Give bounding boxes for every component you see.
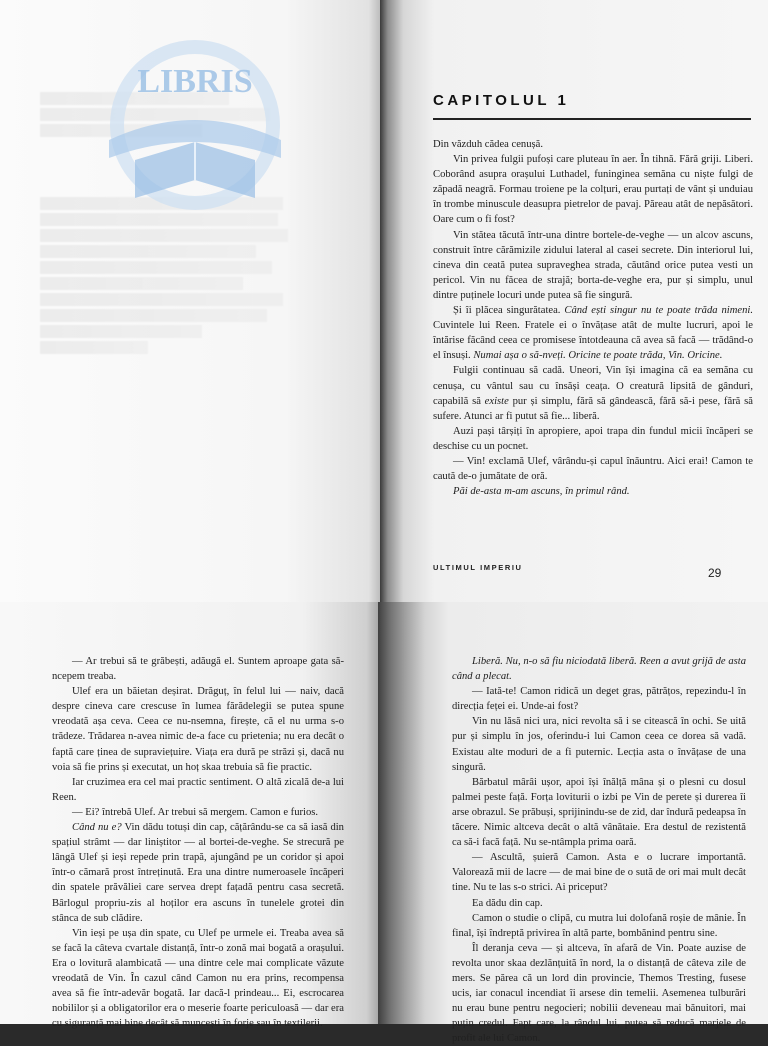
paragraph bbox=[52, 820, 344, 926]
paragraph bbox=[452, 684, 746, 714]
paragraph bbox=[52, 805, 344, 820]
text-run: Vin dădu totuși din cap, cățărându-se ca să iasă din spațiul strâmt — dar liniștitor — al bortei-de-veghe. Se strecură pe lângă Ulef și ieși repede prin trapă, ajungând pe un coridor și apoi într-o cămară prost întreținută. Era una dintre numeroasele încăperi din spatele prăvăliei care servea drept fațadă pentru casa secretă. Bârlogul propriu-zis al hoților era ascuns în tunelele grotei din stânca de sub clădire. bbox=[52, 822, 344, 924]
paragraph bbox=[452, 896, 746, 911]
body-text-left bbox=[52, 654, 344, 1031]
paragraph bbox=[452, 850, 746, 895]
text-run: Vin ieși pe ușa din spate, cu Ulef pe urmele ei. Treaba avea să se facă la câteva cvartale distanță, într-o zonă mai bogată a orașului. Era o lovitură alambicată — una dintre cele mai complicate văzute vreodată de Vin. În cazul când Camon nu era prins, recompensa avea să fie într-adevăr bogată. Iar dacă-l prindeau... Ei, escrocarea nobililor și a obligatorilor era o meserie foarte periculoasă — dar era cu siguranță mai bine decât să muncești în forje sau în textilerii. bbox=[52, 927, 344, 1030]
text-run: Camon o studie o clipă, cu mutra lui dolofană roșie de mânie. În final, își îndreptă privirea în altă parte, bombănind pentru sine. bbox=[452, 912, 746, 939]
body-text-right bbox=[452, 654, 746, 1046]
paragraph bbox=[452, 654, 746, 684]
paragraph bbox=[433, 454, 753, 484]
paragraph bbox=[52, 926, 344, 1032]
text-run: — Ascultă, șuieră Camon. Asta e o lucrare importantă. Valorează mii de lacre — de mai bine de o sută de ori mai mult decât tine. Nu te las s-o strici. Ai priceput? bbox=[452, 852, 746, 894]
italic-run: Când ești singur nu te poate trăda nimeni. bbox=[564, 305, 753, 317]
page-number: 29 bbox=[708, 566, 722, 580]
paragraph bbox=[452, 911, 746, 941]
text-run: Fulgii continuau să cadă. Uneori, Vin își imagina că ea semăna cu cenușa, cu vântul sau cu însăși ceața. O creatură lipsită de gânduri, capabilă să bbox=[433, 365, 753, 407]
italic-run: Când nu e? bbox=[72, 822, 122, 834]
italic-run: existe bbox=[484, 395, 509, 407]
text-run: Și îi plăcea singurătatea. bbox=[453, 305, 565, 317]
italic-run: Liberă. Nu, n-o să fiu niciodată liberă. Reen a avut grijă de asta când a plecat. bbox=[452, 656, 746, 683]
paragraph bbox=[433, 137, 753, 152]
paragraph bbox=[452, 941, 746, 1046]
chapter-title: CAPITOLUL 1 bbox=[433, 92, 570, 109]
italic-run: Păi de-asta m-am ascuns, în primul rând. bbox=[453, 486, 630, 498]
paragraph bbox=[433, 363, 753, 423]
paragraph bbox=[433, 228, 753, 303]
text-run: Îl deranja ceva — și altceva, în afară de Vin. Poate auzise de revolta unor skaa dezlănțuită în nord, la o distanță de câteva zile de mers. Se părea că un lord din provincie, Themos Tresting, fusese ucis, iar conacul incendiat îi arsese din temelii. Asemenea tulburări nu erau bune pentru negocieri; nobilii deveneau mai bănuitori, mai puțin credul. Fapt care, la rândul lui, putea să reducă marjele de profit ale lui Camon. bbox=[452, 942, 746, 1045]
italic-run: Numai așa o să-nveți. Oricine te poate trăda, Vin. Oricine. bbox=[473, 350, 723, 362]
page-top-left bbox=[0, 0, 380, 602]
paragraph bbox=[452, 714, 746, 774]
paragraph bbox=[433, 484, 753, 499]
paragraph bbox=[52, 684, 344, 775]
text-run: Vin nu lăsă nici ura, nici revolta să i se citească în ochi. Se uită pur și simplu în jos, oferindu-i lui Camon ceea ce dorea să vadă. Existau alte moduri de a fi puternic. Lecția asta o învățase de una singură. bbox=[452, 716, 746, 773]
text-run: Auzi pași târșiți în apropiere, apoi trapa din fundul micii încăperi se deschise cu un pocnet. bbox=[433, 425, 753, 452]
text-run: Ulef era un băietan deșirat. Drăguț, în felul lui — naiv, dacă despre cineva care crescuse în lumea fărădelegii se putea spune vreodată așa ceva. Ceea ce nu-nsemna, firește, că el nu urma s-o trădeze. Trădarea n-avea nimic de-a face cu prietenia; nu era decât o faptă care ținea de supraviețuire. Viața era dură pe străzi și, dacă nu voia să fie prins și executat, un hoț skaa trebuia să fie practic. bbox=[52, 686, 344, 773]
paragraph bbox=[433, 303, 753, 363]
text-run: — Iată-te! Camon ridică un deget gras, pătrățos, repezindu-l în direcția feței ei. Unde-ai fost? bbox=[452, 686, 746, 713]
paragraph bbox=[433, 152, 753, 227]
chapter-rule bbox=[433, 118, 751, 120]
text-run: Din văzduh cădea cenușă. bbox=[433, 139, 544, 150]
paragraph bbox=[52, 654, 344, 684]
text-run: — Ar trebui să te grăbești, adăugă el. Suntem aproape gata să-ncepem treaba. bbox=[52, 656, 344, 683]
text-run: — Ei? întrebă Ulef. Ar trebui să mergem. Camon e furios. bbox=[72, 806, 319, 818]
text-run: Bărbatul mârâi ușor, apoi își înălță mâna și o plesni cu dosul palmei peste față. Forța loviturii o izbi pe Vin de perete și durerea îi arse obrazul. Se prăbuși, sprijinindu-se de zid, dar îndură pedeapsa în tăcere. Nimic altceva decât o altă vânătaie. Era destul de rezistentă ca să-i facă față. Nu se-ntâmpla prima oară. bbox=[452, 776, 746, 849]
running-head: ULTIMUL IMPERIU bbox=[433, 563, 523, 572]
paragraph bbox=[52, 775, 344, 805]
text-run: Cuvintele lui Reen. Fratele ei o învățase atât de multe lucruri, apoi le întărise făcând ceea ce promisese întotdeauna că avea să facă — trădând-o el însuși. bbox=[433, 320, 753, 362]
text-run: Ea dădu din cap. bbox=[472, 897, 543, 909]
text-run: Vin stătea tăcută într-una dintre bortele-de-veghe — un alcov ascuns, construit între cărămizile zidului lateral al casei secrete. Din interiorul lui, cineva din ceată putea supraveghea strada, căutând orice putea vesti un pericol. Vin nu făcea de strajă; borta-de-veghe era, pur și simplu, unul dintre puținele locuri unde putea să fie singură. bbox=[433, 229, 753, 301]
chapter-body-text bbox=[433, 137, 753, 499]
text-run: Iar cruzimea era cel mai practic sentiment. O altă zicală de-a lui Reen. bbox=[52, 776, 344, 803]
text-run: Vin privea fulgii pufoși care pluteau în aer. În tihnă. Fără griji. Liberi. Coborând asupra orașului Luthadel, funinginea semăna cu niște fulgi de zăpadă neagră. Formau troiene pe la colțuri, erau purtați de vânt și unduiau în trombe minuscule deasupra pietrelor de pavaj. Păreau atât de nepăsători. Oare cum o fi fost? bbox=[433, 154, 753, 226]
paragraph bbox=[452, 775, 746, 850]
text-run: pur și simplu, fără să gândească, fără să-i pese, fără să sufere. Atunci ar fi putut să fie... liberă. bbox=[433, 395, 753, 422]
libris-watermark-logo bbox=[95, 30, 295, 220]
paragraph bbox=[433, 424, 753, 454]
text-run: — Vin! exclamă Ulef, vârându-și capul înăuntru. Aici erai! Camon te caută de-o jumătate de oră. bbox=[433, 455, 753, 483]
watermark-text: LIBRIS bbox=[137, 63, 253, 100]
